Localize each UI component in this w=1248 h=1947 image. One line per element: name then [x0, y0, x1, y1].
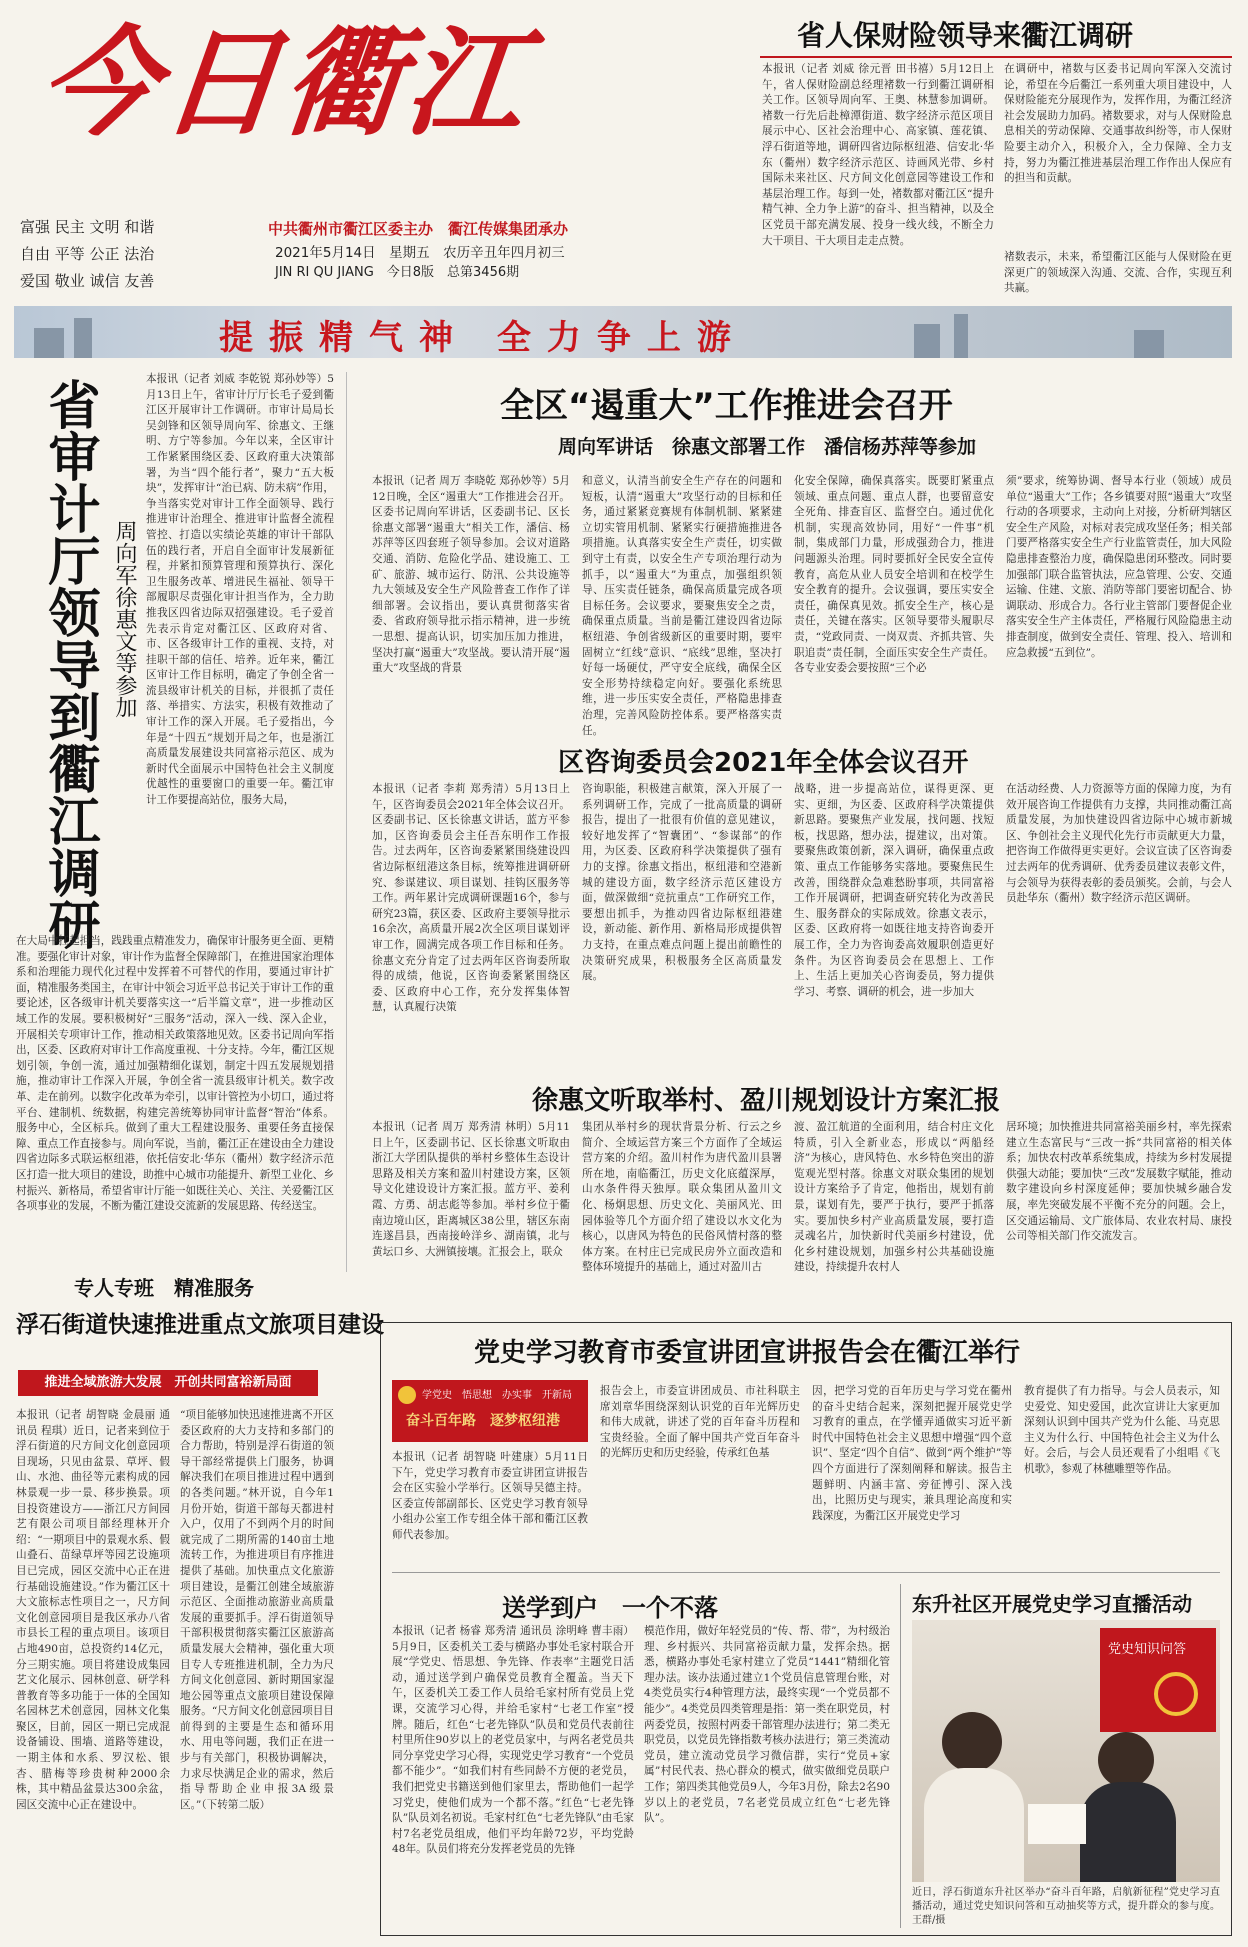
- top-story-col2: 在调研中，褚数与区委书记周向军深入交流讨论，希望在今后衢江一系列重大项目建设中，人保财险能充分展现作为，发挥作用，为衢江经济社会发展助力加码。褚数要求，对与人保财险息息相关的劳动保障、交通事故纠纷等，市人保财险要主动介入，积极介入，全力保障、全力支持，努力为衢江推进基层治理工作作出人保应有的担当和贡献。: [1004, 63, 1232, 185]
- fushi-kicker: 专人专班 精准服务: [74, 1276, 254, 1300]
- edition-line: JIN RI QU JIANG 今日8版 总第3456期: [275, 265, 520, 280]
- song-col2: 模范作用，做好年轻党员的“传、帮、带”，为村级治理、乡村振兴、共同富裕贡献力量，发挥余热。据悉，横路办事处毛家村建立了党员“1441”精细化管理办法。该办法通过建立1个党员信息管理台账，对4类党员实行4种管理方法，最终实现“一个党员都不能少”。4类党员四类管理是指：第一类在职党员，村两委党员，按照村两委干部管理办法进行；第二类无职党员，以党员先锋指数考核办法进行；第三类流动党员，建立流动党员学习微信群，实行“党员+家属”村民代表、热心群众的模式，做实做细党员联户工作；第四类其他党员9人，今年3月份，除去2名90岁以上的老党员，7名老党员成立红色“七老先锋队”。: [644, 1625, 890, 1825]
- date-line: 2021年5月14日 星期五 农历辛丑年四月初三: [275, 245, 565, 261]
- core-values-line: 自由 平等 公正 法治: [20, 245, 155, 263]
- safety-col1: 本报讯（记者 周万 李晓乾 郑孙妙等）5月12日晚，全区“遏重大”工作推进会召开。区委书记周向军讲话，区委副书记、区长徐惠文部署“遏重大”相关工作，潘信、杨苏萍等区四套班子领导参加。会议对道路交通、消防、危险化学品、建设施工、工矿、旅游、城市运行、防汛、公共设施等九大领域及安全生产风险普查工作作了详细部署。会议指出，要认真贯彻落实省委、省政府领导批示指示精神，进一步统一思想、提高认识，切实加压加力推进，坚决打赢“遏重大”攻坚战。要认清开展“遏重大”攻坚战的背景: [372, 475, 570, 675]
- person-head: [1098, 1732, 1154, 1788]
- safety-col4: 须”要求，统筹协调、督导本行业（领域）成员单位“遏重大”工作；各乡镇要对照“遏重大”攻坚行动的各项要求，主动向上对接，分析研判辖区安全生产风险，对标对表完成攻坚任务；相关部门要严格落实安全生产行业监管责任，加大风险隐患排查整治力度，确保隐患闭环整改。同时要加强部门联合监管执法，应急管理、公安、交通运输、住建、文旅、消防等部门要密切配合、协调联动、形成合力。各行业主管部门要督促企业落实安全生产主体责任，严格履行风险隐患主动排查制度，做到安全责任、管理、投入、培训和应急救援“五到位”。: [1006, 475, 1232, 659]
- lecture-banner-line2: 奋斗百年路 逐梦枢纽港: [406, 1413, 560, 1429]
- person-head: [942, 1712, 1002, 1772]
- core-values: [20, 214, 200, 295]
- photo-screen-text: 党史知识问答: [1108, 1642, 1187, 1657]
- photo-credit: 王群/摄: [912, 1915, 946, 1926]
- lecture-col3: 因，把学习党的百年历史与学习党在衢州的奋斗史结合起来，深刻把握开展党史学习教育的重点，在学懂弄通做实习近平新时代中国特色社会主义思想中增强“四个意识”、坚定“四个自信”、做到“两个维护”等四个方面进行了深刻阐释和解读。报告主题鲜明、内涵丰富、旁征博引、深入浅出，比照历史与现实，兼具理论高度和实践深度，为衢江区开展党史学习: [812, 1385, 1012, 1522]
- dongsheng-headline: 东升社区开展党史学习直播活动: [912, 1592, 1192, 1616]
- cppcc-col2: 咨询职能，积极建言献策，深入开展了一系列调研工作，完成了一批高质量的调研报告，提出了一批很有价值的意见建议，较好地发挥了“智囊团”、“参谋部”的作用，为区委、区政府科学决策提供了强有力的支撑。徐惠文指出，枢纽港和空港新城的建设方面，数字经济示范区建设方面，做深做细“竞抗重点”工作研究工作，要想出抓手，为推动四省边际枢纽港建设，新动能、新作用、新格局形成提供智力支持，在重点难点问题上提出前瞻性的决策研究成果，积极服务全区高质量发展。: [582, 783, 782, 983]
- audit-col-main: 本报讯（记者 刘威 李乾锐 郑孙妙等）5月13日上午，省审计厅厅长毛子爱到衢江区开展审计工作调研。市审计局局长吴剑锋和区领导周向军、徐惠文、王继明、方宁等参加。今年以来，全区审计工作紧紧围绕区委、区政府重大决策部署，为当“四个能行者”，聚力“五大板块”，发挥审计“治已病、防未病”作用，争当落实党对审计工作全面领导、践行推进审计治理全、推进审计监督全流程管控、打造以实绩论英雄的审计干部队伍的践行者，开启自全面审计发展新征程，并紧扣预算管理和预算执行、深化卫生服务改革、增进民生福祉、领导干部履职尽责强化审计担当作为，全力助推我区四省边际双招强建设。毛子爱首先表示肯定对衢江区、区政府对省、市、区各级审计工作的重视、支持，对挂职干部的信任、培养。近年来，衢江区审计工作目标明，确定了争创全省一流县级审计机关的目标，并很抓了责任落、举措实、方法实，积极有效推动了审计工作的深入开展。毛子爱指出，今年是“十四五”规划开局之年，也是浙江高质量发展建设共同富裕示范区、成为新时代全面展示中国特色社会主义制度优越性的重要窗口的重要一年。衢江审计工作要提高站位，服务大局，: [146, 373, 334, 807]
- column-rule: [346, 372, 347, 1272]
- divider: [392, 1572, 1220, 1573]
- photo-caption: 近日，浮石街道东升社区举办“奋斗百年路，启航新征程”党史学习直播活动，通过党史知识问答和互动抽奖等方式，提升群众的参与度。: [912, 1887, 1220, 1912]
- lecture-col1: 本报讯（记者 胡智晓 叶建康）5月11日下午，党史学习教育市委宣讲团宣讲报告会在区实验小学举行。区领导吴德主持。区委宣传部副部长、区党史学习教育领导小组办公室工作专组全体干部和衢江区教师代表参加。: [392, 1451, 588, 1541]
- safety-col2: 和意义，认清当前安全生产存在的问题和短板，认清“遏重大”攻坚行动的目标和任务，通过紧紧竞赛规有体制机制、紧紧建立切实管用机制、紧紧实行硬措施推进各项措施。认真落实安全生产责任，切实做到守土有责，以安全生产专项治理行动为抓手，以“遏重大”为重点，加强组织领导、压实责任链条，确保高质量完成各项目标任务。会议要求，要聚焦安全之责，确保重点质量。当前是衢江建设四省边际枢纽港、争创省级新区的重要时期，要牢固树立“红线”意识、“底线”思维，坚决打好每一场硬仗，严守安全底线，确保全区安全形势持续稳定向好。要强化系统思维，进一步压实安全责任，严格隐患排查治理，完善风险防控体系。要严格落实责任。: [582, 475, 782, 736]
- divider: [760, 56, 1232, 58]
- person-body: [1080, 1782, 1176, 1882]
- book: [1028, 1804, 1086, 1844]
- safety-col3: 化安全保障，确保真落实。既要盯紧重点领域、重点问题、重点人群，也要留意安全死角、排查盲区、监督空白。通过优化机制，实现高效协同，用好“一件事”机制，集成部门力量，形成强劲合力，推进问题源头治理。同时要抓好全民安全宣传教育，高危从业人员安全培训和在校学生安全教育的提升。会议强调，要压实安全责任，确保真见效。抓安全生产，核心是责任，关键在落实。区领导要带头履职尽责，“党政同责、一岗双责、齐抓共管、失职追责”责任制，全面压实安全生产责任。各专业安委会要按照“三个必: [794, 475, 994, 675]
- column-rule: [900, 1584, 901, 1928]
- audit-col-full: 在大局中扛起担当，践践重点精准发力，确保审计服务更全面、更精准。要强化审计对象，审计作为监督全保障部门，在推进国家治理体系和治理能力现代化过程中发挥着不可替代的作用，要通过审计扩面，精准服务类国主，在审计中领会习近平总书记关于审计工作的重要论述，区各级审计机关要落实这一“后半篇文章”，进一步推动区域工作的发展。要积极树好“三服务”活动，深入一线、深入企业，开展相关专项审计工作，推动相关政策落地见效。区委书记周向军指出，区委、区政府对审计工作高度重视、十分支持。今年，衢江区规划引领，争创一流，通过加强精细化谋划，制定十四五发展规划措施，推动审计工作深入开展，争创全省一流县级审计机关。数字改革、走在前列。以数字化改革为牵引，以审计管控为小切口，通过将平台、建制机、统数据，构建完善统筹协同审计监督“智治”体系。服务中心，全区标兵。做到了重大工程建设服务、重要任务直接保障、重点工作直接参与。周向军说，当前，衢江正在建设由全力建设四省边际多式联运枢纽港，依托信安北·华东（衢州）数字经济示范区打造一批大项目的建设，助推中心城市功能提升、新型工业化、乡村振兴、新格局，希望省审计厅能一如既往关心、关注、关爱衢江区各项事业的发展，不断为衢江建设交流新的发展思路、传经送宝。: [16, 935, 334, 1213]
- top-story-headline: 省人保财险领导来衢江调研: [797, 19, 1134, 52]
- top-story-col3: 褚数表示，未来，希望衢江区能与人保财险在更深更广的领域深入沟通、交流、合作，实现互利共赢。: [1004, 251, 1232, 295]
- lecture-banner: [392, 1380, 588, 1442]
- banner-building: [914, 324, 940, 358]
- cppcc-col3: 战略，进一步提高站位，谋得更深、更实、更细，为区委、区政府科学决策提供新思路。要聚焦产业发展，找问题、找短板，找思路，想办法，提建议，出对策。要聚焦政策创新，深入调研，确保重点政策、重点工作能够务实落地。要聚焦民生改善，围绕群众急难愁盼事项，共同富裕工作开展调研，把调查研究转化为改善民生、服务群众的实际成效。徐惠文表示，区委、区政府将一如既往地支持咨询委开展工作，全力为咨询委高效履职创造更好条件。为区咨询委员会在思想上、工作上、生活上更加关心咨询委员，努力提供学习、考察、调研的机会，进一步加大: [794, 783, 994, 998]
- banner-slogan: 提振精气神 全力争上游: [219, 318, 747, 358]
- song-headline: 送学到户 一个不落: [502, 1594, 718, 1622]
- core-values-line: 爱国 敬业 诚信 友善: [20, 272, 155, 290]
- lecture-col4: 教育提供了有力指导。与会人员表示，知史爱党、知史爱国，此次宣讲让大家更加深刻认识到中国共产党为什么能、马克思主义为什么行、中国特色社会主义为什么好。会后，与会人员还观看了小组唱《飞机歌》，参观了林穗雕塑等作品。: [1024, 1385, 1220, 1475]
- slogan-banner: [14, 306, 1232, 358]
- audit-subhead: 周向军徐惠文等参加: [112, 520, 137, 718]
- village-col3: 渡、盈江航道的全面利用，结合村庄文化特质，引入全新业态，形成以“两船经济”为核心，唐风特色、水乡特色突出的游览观光型村落。徐惠文对联众集团的规划设计方案给予了肯定，他指出，规划有前景，谋划有先，要严于执行，要严于抓落实。要加快乡村产业高质量发展，要打造灵魂名片，加快新时代美丽乡村建设，优化乡村建设规划，加强乡村公共基础设施建设，持续提升农村人: [794, 1121, 994, 1274]
- banner-building: [74, 318, 92, 358]
- lecture-banner-line1: 学党史 悟思想 办实事 开新局: [422, 1390, 572, 1401]
- photo-screen: [1100, 1628, 1216, 1732]
- banner-building: [1134, 330, 1164, 358]
- fushi-headline: 浮石街道快速推进重点文旅项目建设: [16, 1312, 384, 1338]
- song-col1: 本报讯（记者 杨睿 郑秀清 通讯员 涂明峰 曹丰雨）5月9日，区委机关工委与横路办事处毛家村联合开展“学党史、悟思想、争先锋、作表率”主题党日活动，通过送学到户确保党员教育全覆盖。当天下午，区委机关工委工作人员给毛家村所有党员上党课，交流学习心得，并给毛家村“七老工作室”授牌。随后，红色“七老先锋队”队员和党员代表前往村里所住90岁以上的老党员家中，与两名老党员共同分享党史学习心得，实现党史学习教育“一个党员都不能少”。“如我们村有些同龄不方便的老党员，我们把党史书籍送到他们家里去，帮助他们一起学习党史，使他们成为一个都不落。”红色“七老先锋队”队员刘名初说。毛家村红色“七老先锋队”由毛家村7名老党员组成，他们平均年龄72岁，平均党龄48年。队员们将充分发挥老党员的先锋: [392, 1625, 634, 1856]
- lecture-col2: 报告会上，市委宣讲团成员、市社科联主席刘章华围绕深刻认识党的百年光辉历史和伟大成就，讲述了党的百年奋斗历程和宝贵经验。全面了解中国共产党百年奋斗的光辉历史和历史经验，传承红色基: [600, 1385, 800, 1460]
- banner-building: [34, 328, 64, 358]
- fushi-col1: 本报讯（记者 胡智晓 金晨丽 通讯员 程琪）近日，记者来到位于浮石街道的尺方间文化创意园项目现场，只见由盆景、草坪、假山、水池、曲径等元素构成的园林景观一步一景、移步换景。项目投资建设方——浙江尺方间园艺有限公司项目部经理林开介绍：“一期项目中的景观水系、假山叠石、苗绿草坪等园艺设施项目已完成，园区交流中心正在进行基础设施建设。”作为衢江区十大文旅标志性项目之一，尺方间文化创意园项目是我区承办八省市县长工程的重点项目。该项目占地490亩，总投资约14亿元，分三期实施。项目将建设成集园艺文化展示、园林创意、研学科普教育等多功能于一体的全国知名园林艺术创意园，园林文化集聚区，目前，园区一期已完成混设备铺设、围墙、道路等建设，一期主体和水系、罗汉松、银杏、腊梅等珍贵树种2000余株，其中精品盆景达300余盆，园区交流中心正在建设中。: [16, 1409, 170, 1811]
- cppcc-col1: 本报讯（记者 李莉 郑秀清）5月13日上午，区咨询委员会2021年全体会议召开。区委副书记、区长徐惠文讲话，蓝方平参加，区咨询委员会主任吾东明作工作报告。过去两年，区咨询委紧紧围绕建设四省边际枢纽港这条目标，统筹推进调研研究、参谋建议、项目谋划、挂钩区服务等工作。两年累计完成调研课题16个，参与研究23篇，获区委、区政府主要领导批示16余次，高质量开展2次全区项目谋划评审工作，圆满完成各项工作目标和任务。徐惠文充分肯定了过去两年区咨询委所取得的成绩，他说，区咨询委紧紧围绕区委、区政府中心工作，充分发挥集体智慧，认真履行决策: [372, 783, 570, 1014]
- audit-headline: 省审计厅领导到衢江调研: [39, 378, 99, 950]
- cppcc-headline: 区咨询委员会2021年全体会议召开: [558, 748, 969, 778]
- village-col1: 本报讯（记者 周万 郑秀清 林明）5月11日上午，区委副书记、区长徐惠文听取由浙江大学团队提供的举村乡整体生态设计思路及相关方案和盈川村建设方案，区领导文化建设设计方案汇报。蓝方平、姜利霞、方勇、胡志彪等参加。举村乡位于衢南边境山区，距离城区38公里，辖区东南连遂昌县，西南接岭洋乡、湖南镇，北与黄坛口乡、大洲镇接壤。汇报会上，联众: [372, 1121, 570, 1258]
- village-headline: 徐惠文听取举村、盈川规划设计方案汇报: [532, 1086, 1001, 1116]
- safety-subhead: 周向军讲话 徐惠文部署工作 潘信杨苏萍等参加: [558, 436, 977, 458]
- person-body: [924, 1768, 1024, 1882]
- village-col4: 居环境；加快推进共同富裕美丽乡村，率先探索建立生态富民与“三改一拆”共同富裕的相关体系；加快农村改革系统集成，持续为乡村发展提供强大动能；要加快“三改”发展数字赋能，推动数字建设向乡村深度延伸；要加快城乡融合发展，率先突破发展不平衡不充分的问题。会上，区交通运输局、文广旅体局、农业农村局、康投公司等相关部门作交流发言。: [1006, 1121, 1232, 1243]
- lecture-headline: 党史学习教育市委宣讲团宣讲报告会在衢江举行: [474, 1338, 1021, 1368]
- fushi-badge: 推进全域旅游大发展 开创共同富裕新局面: [18, 1370, 318, 1396]
- party-emblem-icon: [1154, 1672, 1198, 1716]
- banner-building: [954, 314, 968, 358]
- dongsheng-photo: [912, 1620, 1220, 1882]
- masthead-title: 今日衢江: [32, 13, 536, 152]
- party-emblem-icon: [398, 1386, 416, 1404]
- core-values-line: 富强 民主 文明 和谐: [20, 218, 155, 236]
- fushi-col2: “项目能够加快迅速推进离不开区委区政府的大力支持和多部门的合力帮助，特别是浮石街道的领导干部经常提供上门服务，协调解决我们在项目推进过程中遇到的各类问题。”林开说，自今年1月份开始，街道干部每天都进村入户，仅用了不到两个月的时间就完成了二期所需的140亩土地流转工作，为推进项目有序推进提供了基础。加快重点文化旅游项目建设，是衢江创建全域旅游示范区、全面推动旅游业高质量发展的重要抓手。浮石街道领导干部积极贯彻落实衢江区旅游高质量发展大会精神，强化重大项目专人专班推进机制，全力为尺方间文化创意园、新时期国家湿地公园等重点文旅项目建设保障服务。“尺方间文化创意园项目目前得到的主要是生态和循环用水、用电等问题，我们正在进一步与有关部门，积极协调解决，力求尽快满足企业的需求，然后指导帮助企业申报3A级景区。”（下转第二版）: [180, 1409, 334, 1811]
- safety-headline: 全区“遏重大”工作推进会召开: [500, 386, 953, 426]
- dongsheng-caption: [912, 1886, 1220, 1930]
- sponsor-line: 中共衢州市衢江区委主办 衢江传媒集团承办: [268, 220, 569, 238]
- village-col2: 集团从举村乡的现状背景分析、行云之乡简介、全域运营方案三个方面作了全域运营方案的介绍。盈川村作为唐代盈川县署所在地，南临衢江，历史文化底蕴深厚，山水条件得天独厚。联众集团从盈川文化、杨炯思想、历史文化、美丽风光、田园体验等几个方面介绍了建设以水文化为核心，以唐风为特色的民俗风情村落的整体方案。在村庄已完成民房外立面改造和整体环境提升的基础上，通过对盈川古: [582, 1121, 782, 1274]
- cppcc-col4: 在活动经费、人力资源等方面的保障力度，为有效开展咨询工作提供有力支撑，共同推动衢江高质量发展，为加快建设四省边际中心城市新城区、争创社会主义现代化先行市贡献更大力量，把咨询工作做得更实更好。会议宣读了区咨询委过去两年的优秀调研、优秀委员建议表彰文件，与会领导为获得表彰的委员颁奖。会前，与会人员赴华东（衢州）数字经济示范区调研。: [1006, 783, 1232, 905]
- top-story-col1: 本报讯（记者 刘威 徐元晋 田书禧）5月12日上午，省人保财险副总经理褚数一行到衢江调研相关工作。区领导周向军、王奥、林慧参加调研。褚数一行先后赴樟潭街道、数字经济示范区项目展示中心、区社会治理中心、高家镇、莲花镇、浮石街道等地，调研四省边际枢纽港、信安北·华东（衢州）数字经济示范区、诗画风光带、乡村国际未来社区、尺方间文化创意园等建设工作和基层治理工作。每到一处，褚数都对衢江区“提升精气神、全力争上游”的奋斗、担当精神，以及全区党员干部充满发展、投身一线火线，不断全力大干项目、干大项目走走点赞。: [762, 63, 994, 247]
